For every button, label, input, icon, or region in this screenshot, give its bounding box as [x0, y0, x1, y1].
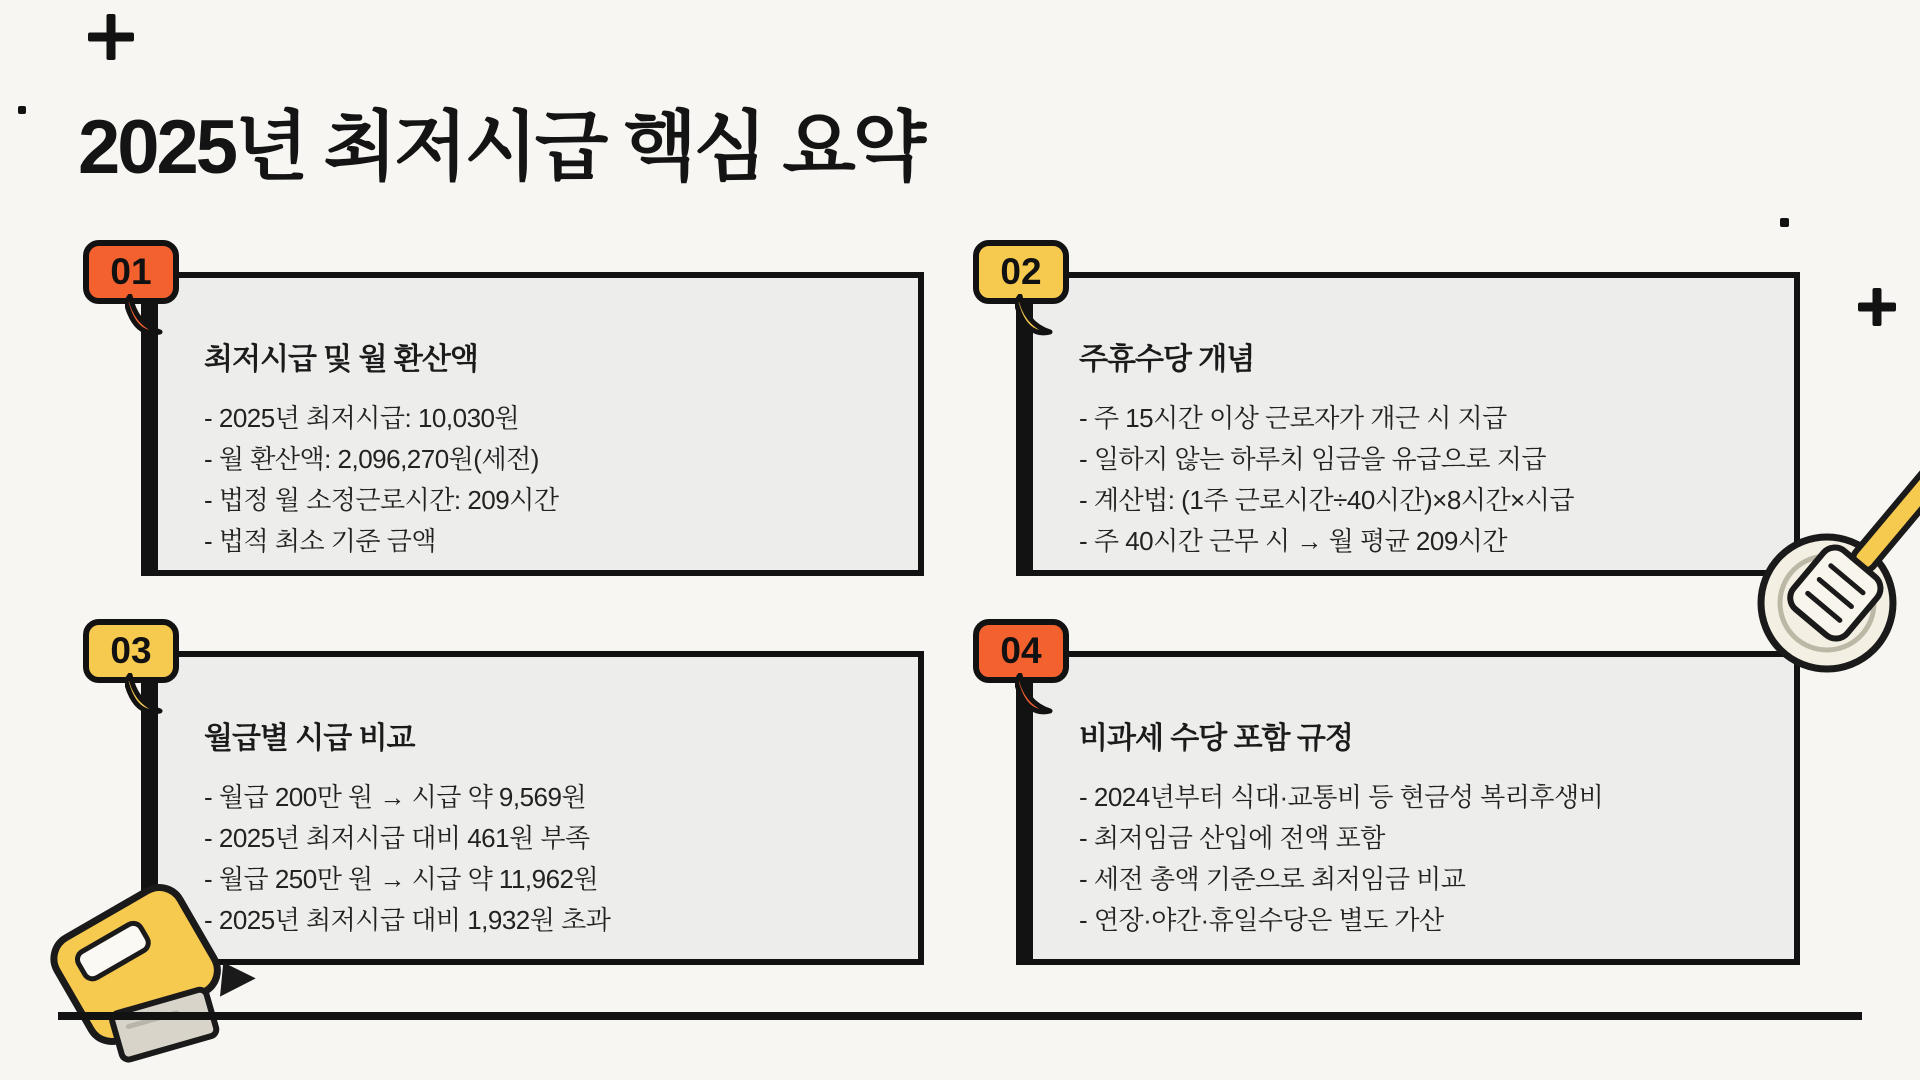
plus-icon [1858, 288, 1896, 326]
badge-tail [125, 673, 165, 719]
card-03-line: - 월급 250만 원 → 시급 약 11,962원 [204, 864, 599, 894]
badge-tail [125, 294, 165, 340]
card-01-title: 최저시급 및 월 환산액 [204, 343, 478, 376]
badge-03 [83, 619, 179, 683]
card-01-line: - 법적 최소 기준 금액 [204, 526, 436, 556]
card-04 [1016, 651, 1800, 965]
card-02-line: - 일하지 않는 하루치 임금을 유급으로 지급 [1079, 444, 1546, 474]
card-04-line: - 연장·야간·휴일수당은 별도 가산 [1079, 905, 1444, 935]
badge-03-number: 03 [110, 630, 152, 671]
card-01 [141, 272, 924, 576]
badge-tail [1015, 294, 1055, 340]
badge-01-number: 01 [110, 251, 152, 292]
card-02-line: - 주 40시간 근무 시 → 월 평균 209시간 [1079, 526, 1508, 556]
badge-tail [1015, 673, 1055, 719]
card-03-line: - 2025년 최저시급 대비 1,932원 초과 [204, 905, 611, 935]
plus-icon [88, 14, 134, 60]
badge-04 [973, 619, 1069, 683]
card-03-title: 월급별 시급 비교 [204, 722, 415, 755]
card-04-title: 비과세 수당 포함 규정 [1079, 722, 1353, 755]
yellow-card-holder-illustration [24, 882, 284, 1080]
page-title: 2025년 최저시급 핵심 요약 [78, 105, 924, 190]
card-01-line: - 월 환산액: 2,096,270원(세전) [204, 444, 539, 474]
card-02-line: - 계산법: (1주 근로시간÷40시간)×8시간×시급 [1079, 485, 1574, 515]
dot-icon [1780, 218, 1789, 227]
dot-icon [18, 106, 26, 114]
card-04-line: - 세전 총액 기준으로 최저임금 비교 [1079, 864, 1466, 894]
card-02 [1016, 272, 1800, 576]
frying-pan-spatula-illustration [1730, 470, 1920, 730]
card-01-line: - 법정 월 소정근로시간: 209시간 [204, 485, 559, 515]
card-02-line: - 주 15시간 이상 근로자가 개근 시 지급 [1079, 403, 1507, 433]
card-02-title: 주휴수당 개념 [1079, 343, 1255, 376]
divider-line [58, 1012, 1862, 1020]
card-03-line: - 월급 200만 원 → 시급 약 9,569원 [204, 782, 587, 812]
badge-02 [973, 240, 1069, 304]
badge-02-number: 02 [1000, 251, 1042, 292]
card-01-line: - 2025년 최저시급: 10,030원 [204, 403, 520, 433]
badge-01 [83, 240, 179, 304]
badge-04-number: 04 [1000, 630, 1042, 671]
card-03-line: - 2025년 최저시급 대비 461원 부족 [204, 823, 590, 853]
card-04-line: - 최저임금 산입에 전액 포함 [1079, 823, 1385, 853]
card-04-line: - 2024년부터 식대·교통비 등 현금성 복리후생비 [1079, 782, 1604, 812]
